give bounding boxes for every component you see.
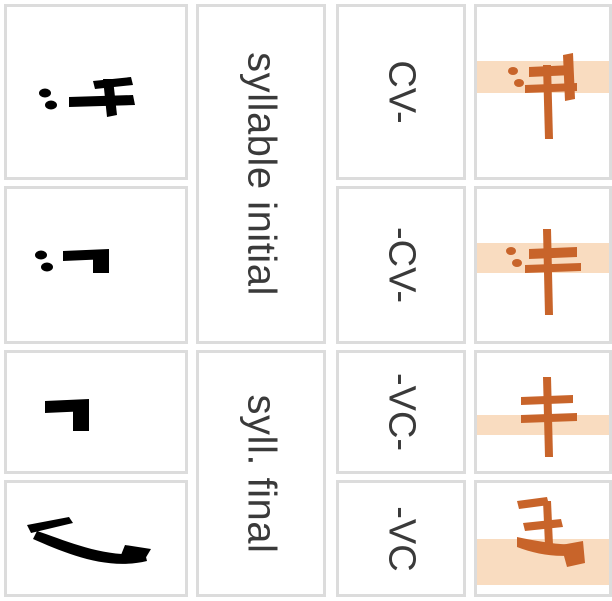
context-cell-row2 (336, 186, 466, 344)
glyph-initial-dotted-icon (7, 7, 188, 180)
joined-glyph-cell-row1 (474, 4, 612, 180)
glyph-cell-row3 (4, 350, 188, 474)
glyph-cell-row4 (4, 480, 188, 597)
context-label: -CV- (380, 227, 423, 303)
position-group-final (196, 350, 326, 597)
glyph-cell-row2 (4, 186, 188, 344)
glyph-medial-dotted-icon (7, 189, 188, 344)
joined-glyph-cell-row3 (474, 350, 612, 474)
context-cell-row1 (336, 4, 466, 180)
position-group-initial (196, 4, 326, 344)
context-cell-row4 (336, 480, 466, 597)
position-group-final-label: syll. final (239, 394, 284, 553)
glyph-cell-row1 (4, 4, 188, 180)
joined-glyph-final-word-icon (477, 483, 612, 597)
joined-glyph-medial-icon (477, 189, 612, 344)
glyph-final-medial-icon (7, 353, 188, 474)
joined-glyph-cell-row2 (474, 186, 612, 344)
context-label: -VC- (380, 372, 423, 452)
glyph-final-word-icon (7, 483, 188, 597)
context-cell-row3 (336, 350, 466, 474)
joined-glyph-initial-icon (477, 7, 612, 180)
position-group-initial-label: syllable initial (239, 52, 284, 296)
joined-glyph-cell-row4 (474, 480, 612, 597)
context-label: CV- (380, 60, 423, 124)
context-label: -VC (380, 505, 423, 572)
joined-glyph-final-medial-icon (477, 353, 612, 474)
